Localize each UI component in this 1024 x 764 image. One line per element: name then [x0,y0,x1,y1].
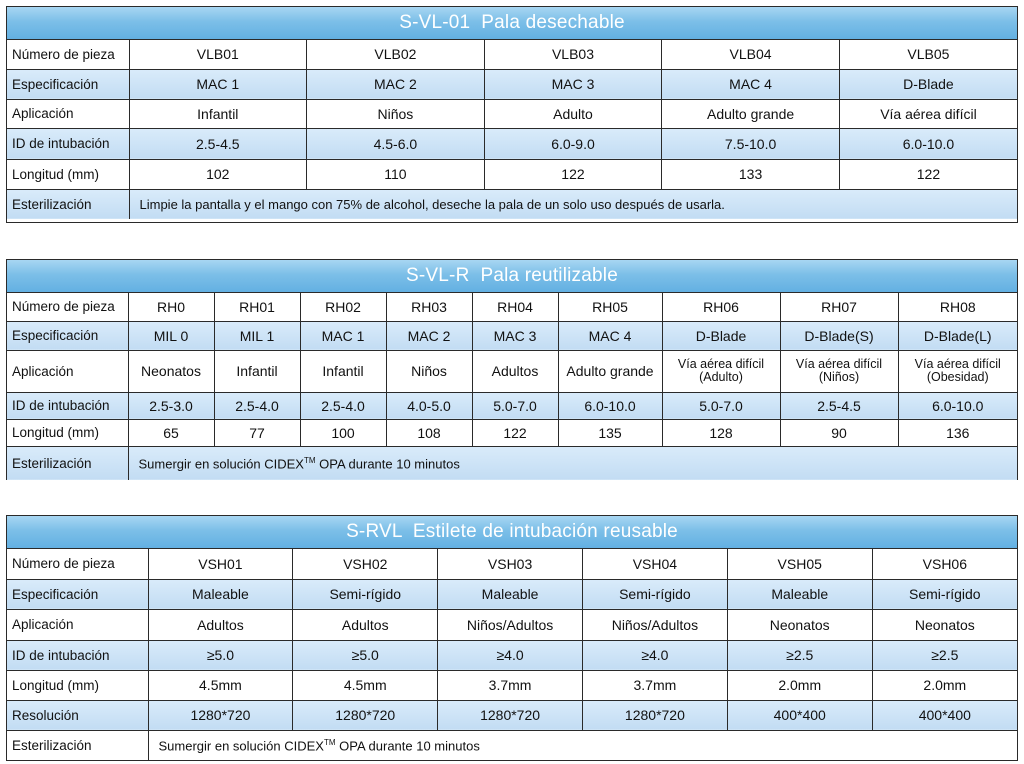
sterilization-text: Limpie la pantalla y el mango con 75% de alcohol, deseche la pala de un solo uso después de usarla. [129,189,1017,219]
table-cell: Adulto grande [662,99,840,128]
table-cell: Niños [307,99,485,128]
table-cell: Adultos [472,350,558,392]
table-cell: MIL 1 [214,321,300,350]
table-title: S-RVL Estilete de intubación reusable [7,516,1017,549]
table-cell: MAC 2 [307,69,485,99]
row-label: Especificación [7,69,129,99]
table-row [7,640,1017,670]
table-row [7,40,1017,69]
table-cell: ≥4.0 [582,640,727,670]
table-cell: 7.5-10.0 [662,128,840,159]
table-row [7,549,1017,579]
table-cell: 4.0-5.0 [386,392,472,419]
table-cell: 3.7mm [438,670,583,700]
table-cell: 90 [780,419,898,446]
table-cell: Niños [386,350,472,392]
table-cell: Maleable [148,579,293,609]
table-cell: Adulto [484,99,662,128]
table-title: S-VL-01 Pala desechable [7,7,1017,40]
table-cell: Infantil [129,99,307,128]
table-cell: VLB04 [662,40,840,69]
table-row [7,446,1017,480]
table-cell: Vía aérea difícil (Adulto) [662,350,780,392]
table-cell: VLB01 [129,40,307,69]
table-cell: D-Blade(S) [780,321,898,350]
table-cell: D-Blade(L) [898,321,1017,350]
table-cell: RH08 [898,293,1017,321]
table-cell: Infantil [300,350,386,392]
table-cell: D-Blade [662,321,780,350]
table-cell: RH07 [780,293,898,321]
table-cell: 2.5-4.5 [780,392,898,419]
table-cell: 2.0mm [727,670,872,700]
table-row [7,293,1017,321]
table-cell: Adulto grande [558,350,662,392]
table-cell: Vía aérea difícil (Niños) [780,350,898,392]
row-label: Resolución [7,700,148,730]
sterilization-text [148,730,1017,760]
table-cell: Niños/Adultos [438,609,583,640]
table-cell: 1280*720 [582,700,727,730]
table-cell: 400*400 [727,700,872,730]
row-label: Esterilización [7,730,148,760]
table-cell: 6.0-10.0 [898,392,1017,419]
spec-table [7,40,1017,219]
table-cell: MAC 4 [558,321,662,350]
table-cell: 122 [484,159,662,189]
table-row [7,419,1017,446]
table-cell: 400*400 [872,700,1017,730]
trademark-mark: TM [303,455,316,465]
table-cell: Vía aérea difícil [839,99,1017,128]
table-cell: VLB02 [307,40,485,69]
row-label: Número de pieza [7,40,129,69]
table-cell: 4.5-6.0 [307,128,485,159]
table-cell: RH0 [128,293,214,321]
table-row [7,350,1017,392]
table-cell: RH03 [386,293,472,321]
table-cell: 110 [307,159,485,189]
table-cell: 108 [386,419,472,446]
table-cell: ≥5.0 [293,640,438,670]
table-row [7,99,1017,128]
row-label: Aplicación [7,350,128,392]
table-cell: VSH06 [872,549,1017,579]
table-cell: MAC 3 [484,69,662,99]
table-cell: Adultos [148,609,293,640]
table-row [7,670,1017,700]
table-cell: Niños/Adultos [582,609,727,640]
row-label: Número de pieza [7,549,148,579]
row-label: Esterilización [7,446,128,480]
sterilization-text-post: OPA durante 10 minutos [335,737,480,753]
table-s-vl-01 [6,6,1018,223]
table-s-rvl [6,515,1018,761]
table-cell: VLB03 [484,40,662,69]
table-cell: 100 [300,419,386,446]
table-cell: RH04 [472,293,558,321]
table-cell: Maleable [727,579,872,609]
table-cell: Neonatos [128,350,214,392]
table-cell: RH05 [558,293,662,321]
table-cell: MAC 1 [129,69,307,99]
table-cell: 6.0-10.0 [558,392,662,419]
table-cell: MAC 4 [662,69,840,99]
table-cell: 2.5-4.0 [214,392,300,419]
row-label: Esterilización [7,189,129,219]
table-cell: 77 [214,419,300,446]
table-cell: Vía aérea difícil (Obesidad) [898,350,1017,392]
table-cell: MAC 1 [300,321,386,350]
table-cell: 1280*720 [293,700,438,730]
trademark-mark: TM [323,737,336,747]
table-cell: 5.0-7.0 [662,392,780,419]
table-cell: VSH02 [293,549,438,579]
table-cell: 3.7mm [582,670,727,700]
table-cell: 1280*720 [148,700,293,730]
table-cell: MAC 2 [386,321,472,350]
table-cell: VSH05 [727,549,872,579]
sterilization-text [128,446,1017,480]
table-cell: 135 [558,419,662,446]
row-label: Longitud (mm) [7,419,128,446]
table-cell: MAC 3 [472,321,558,350]
table-cell: 2.0mm [872,670,1017,700]
row-label: Longitud (mm) [7,159,129,189]
table-cell: ≥2.5 [727,640,872,670]
spec-table [7,549,1017,760]
table-cell: Neonatos [727,609,872,640]
row-label: Aplicación [7,99,129,128]
table-row [7,609,1017,640]
row-label: Especificación [7,321,128,350]
table-cell: 65 [128,419,214,446]
table-cell: 128 [662,419,780,446]
table-cell: Semi-rígido [582,579,727,609]
table-cell: 2.5-3.0 [128,392,214,419]
table-cell: 102 [129,159,307,189]
table-row [7,579,1017,609]
table-cell: 133 [662,159,840,189]
table-cell: VSH01 [148,549,293,579]
table-cell: 6.0-9.0 [484,128,662,159]
table-cell: 4.5mm [148,670,293,700]
table-cell: ≥4.0 [438,640,583,670]
table-cell: 2.5-4.0 [300,392,386,419]
table-title: S-VL-R Pala reutilizable [7,260,1017,293]
table-cell: RH01 [214,293,300,321]
table-cell: 122 [472,419,558,446]
row-label: ID de intubación [7,128,129,159]
table-cell: 136 [898,419,1017,446]
row-label: Especificación [7,579,148,609]
sterilization-text-pre: Sumergir en solución CIDEX [138,455,304,471]
table-row [7,321,1017,350]
table-cell: VSH03 [438,549,583,579]
table-cell: VLB05 [839,40,1017,69]
table-row [7,730,1017,760]
table-cell: Maleable [438,579,583,609]
row-label: ID de intubación [7,392,128,419]
table-cell: Semi-rígido [293,579,438,609]
table-cell: 5.0-7.0 [472,392,558,419]
table-cell: Adultos [293,609,438,640]
row-label: Número de pieza [7,293,128,321]
table-row [7,392,1017,419]
table-cell: Semi-rígido [872,579,1017,609]
table-cell: Neonatos [872,609,1017,640]
table-row [7,700,1017,730]
spec-table [7,293,1017,480]
table-cell: MIL 0 [128,321,214,350]
row-label: Longitud (mm) [7,670,148,700]
sterilization-text-post: OPA durante 10 minutos [315,455,460,471]
table-cell: RH06 [662,293,780,321]
sterilization-text-pre: Sumergir en solución CIDEX [158,737,324,753]
table-cell: D-Blade [839,69,1017,99]
table-cell: ≥5.0 [148,640,293,670]
table-cell: Infantil [214,350,300,392]
table-row [7,128,1017,159]
table-row [7,189,1017,219]
row-label: ID de intubación [7,640,148,670]
table-cell: ≥2.5 [872,640,1017,670]
table-row [7,159,1017,189]
table-s-vl-r [6,259,1018,480]
table-cell: 1280*720 [438,700,583,730]
table-cell: 6.0-10.0 [839,128,1017,159]
table-cell: 122 [839,159,1017,189]
table-cell: VSH04 [582,549,727,579]
table-cell: 4.5mm [293,670,438,700]
table-cell: RH02 [300,293,386,321]
table-row [7,69,1017,99]
table-cell: 2.5-4.5 [129,128,307,159]
row-label: Aplicación [7,609,148,640]
